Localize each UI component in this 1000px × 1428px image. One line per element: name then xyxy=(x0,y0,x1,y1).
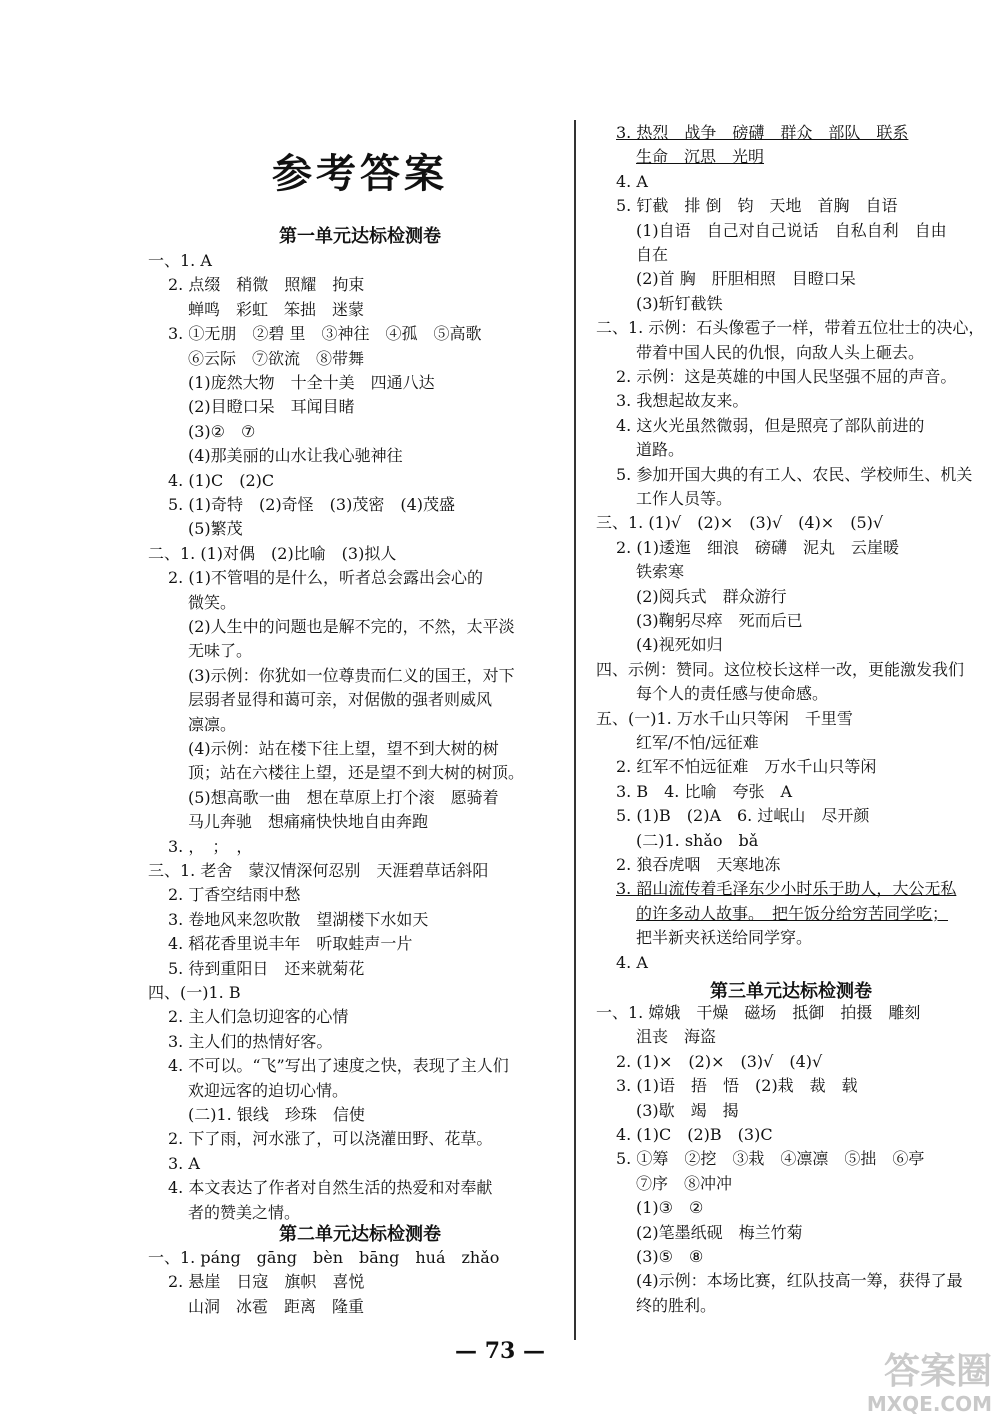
answer-line: (1)庞然大物 十全十美 四通八达 xyxy=(188,373,435,392)
answer-line: (3)⑤ ⑧ xyxy=(636,1247,704,1266)
answer-line: 铁索寒 xyxy=(636,562,685,582)
column-divider xyxy=(574,120,576,1340)
answer-line: 2. (1)不管唱的是什么，听者总会露出会心的 xyxy=(168,568,484,588)
answer-line: 工作人员等。 xyxy=(636,489,733,508)
answer-line: (4)视死如归 xyxy=(636,635,723,655)
page-title: 参考答案 xyxy=(272,150,448,197)
answer-line: 无味了。 xyxy=(188,641,253,661)
answer-line: 4. A xyxy=(616,171,648,191)
answer-line: 3. 热烈 战争 磅礴 群众 部队 联系 xyxy=(616,123,909,142)
answer-line: (4)示例：站在楼下往上望，望不到大树的树 xyxy=(188,739,499,758)
section-title: 第一单元达标检测卷 xyxy=(279,226,441,247)
answer-line: (1)自语 自己对自己说话 自私自利 自由 xyxy=(636,220,947,240)
answer-line: 4. 稻花香里说丰年 听取蛙声一片 xyxy=(168,934,413,954)
answer-line: 3. A xyxy=(168,1153,200,1173)
answer-line: 2. 悬崖 日寇 旗帜 喜悦 xyxy=(168,1272,365,1292)
answer-line: 生命 沉思 光明 xyxy=(636,147,765,167)
answer-line: 微笑。 xyxy=(188,592,237,612)
answer-line: 五、(一)1. 万水千山只等闲 千里雪 xyxy=(596,708,853,728)
answer-line: 把半新夹袄送给同学穿。 xyxy=(636,928,813,948)
answer-line: 3. (1)语 捂 悟 (2)栽 裁 载 xyxy=(616,1076,858,1096)
answer-line: 5. 钉截 排 倒 钧 天地 首胸 自语 xyxy=(616,196,898,216)
answer-line: 3. 韶山流传着毛泽东少小时乐于助人，大公无私 xyxy=(616,879,957,899)
answer-line: 5. (1)B (2)A 6. 过岷山 尽开颜 xyxy=(616,806,870,826)
answer-line: 层弱者显得和蔼可亲，对倨傲的强者则威风 xyxy=(188,690,493,710)
answer-line: 带着中国人民的仇恨，向敌人头上砸去。 xyxy=(636,342,925,362)
answer-line: 2. (1)逶迤 细浪 磅礴 泥丸 云崖暖 xyxy=(616,537,900,557)
answer-line: 欢迎远客的迫切心情。 xyxy=(188,1080,349,1100)
answer-line: (1)③ ② xyxy=(636,1198,704,1218)
answer-line: 4. 本文表达了作者对自然生活的热爱和对奉献 xyxy=(168,1178,493,1198)
answer-line: 4. 这火光虽然微弱，但是照亮了部队前进的 xyxy=(616,415,925,435)
answer-line: 一、1. páng gāng bèn bāng huá zhǎo xyxy=(148,1248,500,1267)
answer-line: (二)1. shǎo bǎ xyxy=(636,830,759,850)
answer-line: (4)那美丽的山水让我心驰神往 xyxy=(188,446,403,466)
answer-line: (3)示例：你犹如一位尊贵而仁义的国王，对下 xyxy=(188,665,515,685)
answer-line: (2)阅兵式 群众游行 xyxy=(636,586,787,606)
answer-line: 3. 我想起故友来。 xyxy=(616,391,749,411)
answer-line: 3. ①无朋 ②碧 里 ③神往 ④孤 ⑤高歌 xyxy=(168,324,482,344)
answer-line: (3)鞠躬尽瘁 死而后已 xyxy=(636,611,803,630)
answer-line: 3. B 4. 比喻 夸张 A xyxy=(616,781,793,801)
answer-line: 4. 不可以。“飞”写出了速度之快，表现了主人们 xyxy=(168,1056,509,1076)
answer-line: 三、1. (1)√ (2)× (3)√ (4)× (5)√ xyxy=(596,513,884,533)
answer-line: (4)示例：本场比赛，红队技高一筹，获得了最 xyxy=(636,1271,963,1291)
answer-line: 二、1. 示例：石头像雹子一样，带着五位壮士的决心， xyxy=(596,318,985,338)
answer-line: 顶；站在六楼往上望，还是望不到大树的树顶。 xyxy=(188,763,525,783)
answer-line: 马儿奔驰 想痛痛快快地自由奔跑 xyxy=(188,812,429,832)
answer-line: 2. 丁香空结雨中愁 xyxy=(168,885,301,905)
answer-line: 每个人的责任感与使命感。 xyxy=(636,684,829,704)
answer-line: 终的胜利。 xyxy=(636,1295,717,1315)
answer-line: 二、1. (1)对偶 (2)比喻 (3)拟人 xyxy=(148,543,397,563)
answer-line: (5)繁茂 xyxy=(188,519,243,539)
answer-line: 5. 参加开国大典的有工人、农民、学校师生、机关 xyxy=(616,464,973,484)
answer-line: 5. ①筹 ②挖 ③栽 ④凛凛 ⑤拙 ⑥亭 xyxy=(616,1149,925,1169)
answer-line: ⑥云际 ⑦欲流 ⑧带舞 xyxy=(188,348,365,368)
answer-line: 4. (1)C (2)C xyxy=(168,470,275,490)
answer-line: (3)斩钉截铁 xyxy=(636,293,723,313)
answer-line: 2. 示例：这是英雄的中国人民坚强不屈的声音。 xyxy=(616,367,957,386)
page-number: — 73 — xyxy=(455,1338,545,1364)
answer-line: 3. ， ； ， xyxy=(168,836,253,856)
section-title: 第三单元达标检测卷 xyxy=(710,981,872,1002)
answer-line: 2. 狼吞虎咽 天寒地冻 xyxy=(616,855,781,874)
answer-line: 3. 卷地风来忽吹散 望湖楼下水如天 xyxy=(168,909,429,929)
answer-line: 三、1. 老舍 蒙汉情深何忍别 天涯碧草话斜阳 xyxy=(148,861,489,880)
answer-line: 2. (1)× (2)× (3)√ (4)√ xyxy=(616,1051,823,1071)
answer-line: 四、(一)1. B xyxy=(148,983,241,1002)
answer-line: 四、示例：赞同。这位校长这样一改，更能激发我们 xyxy=(596,659,965,679)
answer-line: (3)歇 竭 揭 xyxy=(636,1100,739,1120)
answer-line: 凛凛。 xyxy=(188,714,237,734)
answer-line: (2)笔墨纸砚 梅兰竹菊 xyxy=(636,1222,803,1242)
answer-line: 蝉鸣 彩虹 笨拙 迷蒙 xyxy=(188,299,365,319)
answer-line: 2. 点缀 稍微 照耀 拘束 xyxy=(168,275,365,295)
section-title: 第二单元达标检测卷 xyxy=(279,1224,441,1245)
answer-line: 者的赞美之情。 xyxy=(188,1202,301,1222)
answer-line: (5)想高歌一曲 想在草原上打个滚 愿骑着 xyxy=(188,787,499,807)
watermark-logo xyxy=(842,1352,992,1420)
watermark-url: MXQE.COM xyxy=(866,1392,992,1416)
answer-line: (2)首 胸 肝胆相照 目瞪口呆 xyxy=(636,269,856,289)
answer-line: 2. 主人们急切迎客的心情 xyxy=(168,1007,349,1027)
answer-line: 3. 主人们的热情好客。 xyxy=(168,1031,333,1051)
answer-line: 道路。 xyxy=(636,440,685,460)
answer-line: 4. A xyxy=(616,952,648,972)
answer-line: (二)1. 银线 珍珠 信使 xyxy=(188,1105,365,1124)
answer-line: (2)目瞪口呆 耳闻目睹 xyxy=(188,397,355,417)
answer-line: ⑦序 ⑧冲冲 xyxy=(636,1173,733,1193)
answer-line: (3)② ⑦ xyxy=(188,421,256,441)
answer-line: 5. (1)奇特 (2)奇怪 (3)茂密 (4)茂盛 xyxy=(168,495,456,514)
answer-line: 自在 xyxy=(636,245,669,264)
answer-line: 4. (1)C (2)B (3)C xyxy=(616,1125,773,1144)
answer-line: 一、1. 嫦娥 干燥 磁场 抵御 拍摄 雕刻 xyxy=(596,1003,921,1022)
answer-line: 山洞 冰雹 距离 隆重 xyxy=(188,1296,365,1316)
answer-line: 2. 下了雨，河水涨了，可以浇灌田野、花草。 xyxy=(168,1129,493,1149)
answer-line: 的许多动人故事。 把午饭分给穷苦同学吃； xyxy=(636,903,949,923)
answer-line: (2)人生中的问题也是解不完的，不然，太平淡 xyxy=(188,617,515,636)
watermark-text: 答案圈 xyxy=(883,1351,992,1392)
answer-line: 5. 待到重阳日 还来就菊花 xyxy=(168,958,365,978)
answer-line: 红军/不怕/远征难 xyxy=(636,733,759,752)
answer-line: 2. 红军不怕远征难 万水千山只等闲 xyxy=(616,757,877,777)
answer-line: 沮丧 海盗 xyxy=(636,1027,717,1047)
answer-line: 一、1. A xyxy=(148,251,212,270)
